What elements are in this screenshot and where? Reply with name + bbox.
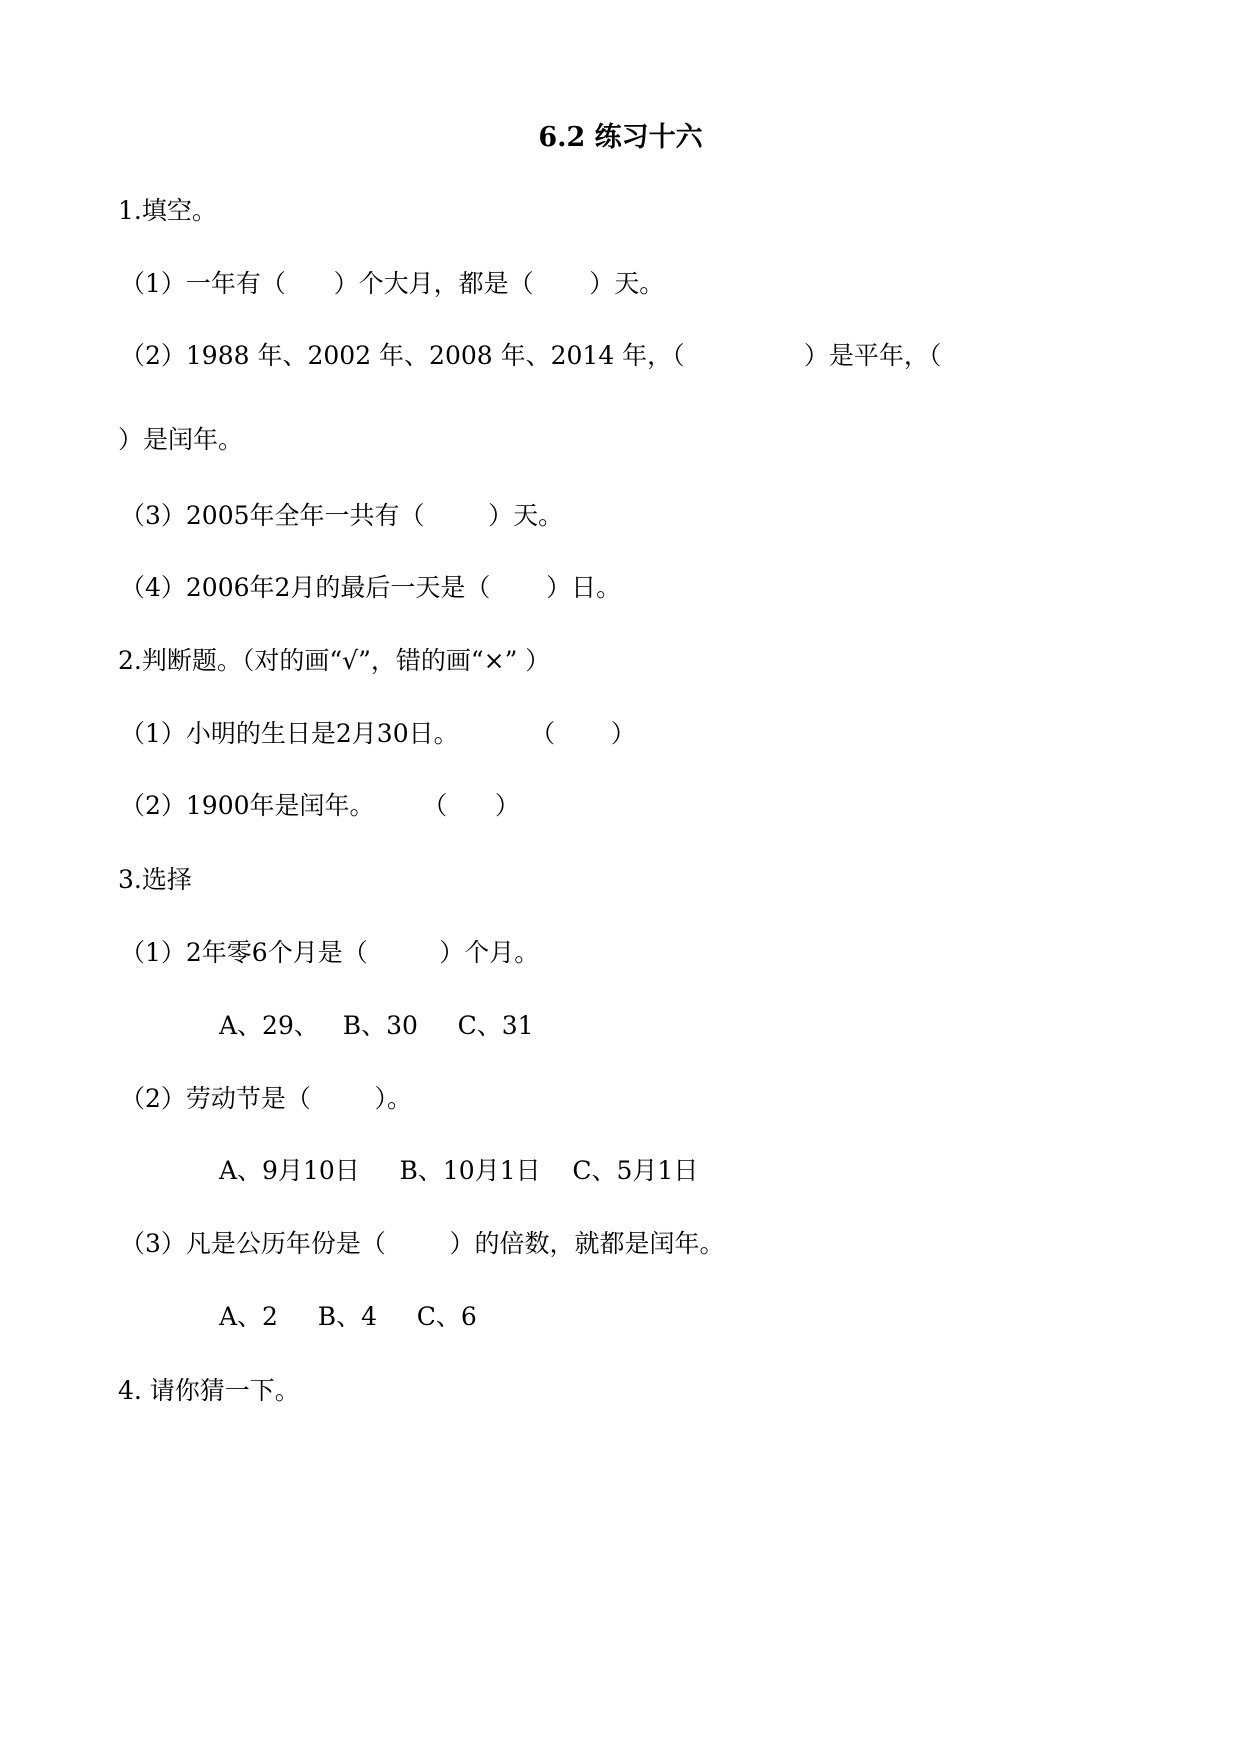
page-title: 6.2 练习十六 (538, 122, 703, 153)
question-2-2: （2）1900年是闰年。 （ ） (120, 791, 520, 820)
question-1-2-line-2: ）是闰年。 (118, 425, 244, 454)
question-3-3-options: A、2 B、4 C、6 (219, 1302, 477, 1331)
question-1-1: （1）一年有（ ）个大月，都是（ ）天。 (120, 269, 665, 298)
question-3-1-options: A、29、 B、30 C、31 (219, 1011, 534, 1040)
question-3-1: （1）2年零6个月是（ ）个月。 (120, 938, 540, 967)
question-1-3: （3）2005年全年一共有（ ）天。 (120, 501, 564, 530)
question-1-2-line-1: （2）1988 年、2002 年、2008 年、2014 年，（ ）是平年，（ (120, 341, 942, 370)
question-1-4: （4）2006年2月的最后一天是（ ）日。 (120, 573, 622, 602)
question-3-2: （2）劳动节是（ ）。 (120, 1084, 412, 1113)
section-1-heading: 1.填空。 (118, 196, 217, 225)
section-2-heading: 2.判断题。（对的画“√”，错的画“×” ） (118, 646, 551, 675)
section-3-heading: 3.选择 (118, 865, 192, 894)
question-2-1: （1）小明的生日是2月30日。 （ ） (120, 719, 636, 748)
question-3-3: （3）凡是公历年份是（ ）的倍数，就都是闰年。 (120, 1229, 725, 1258)
section-4-heading: 4. 请你猜一下。 (118, 1376, 300, 1405)
question-3-2-options: A、9月10日 B、10月1日 C、5月1日 (219, 1156, 699, 1185)
